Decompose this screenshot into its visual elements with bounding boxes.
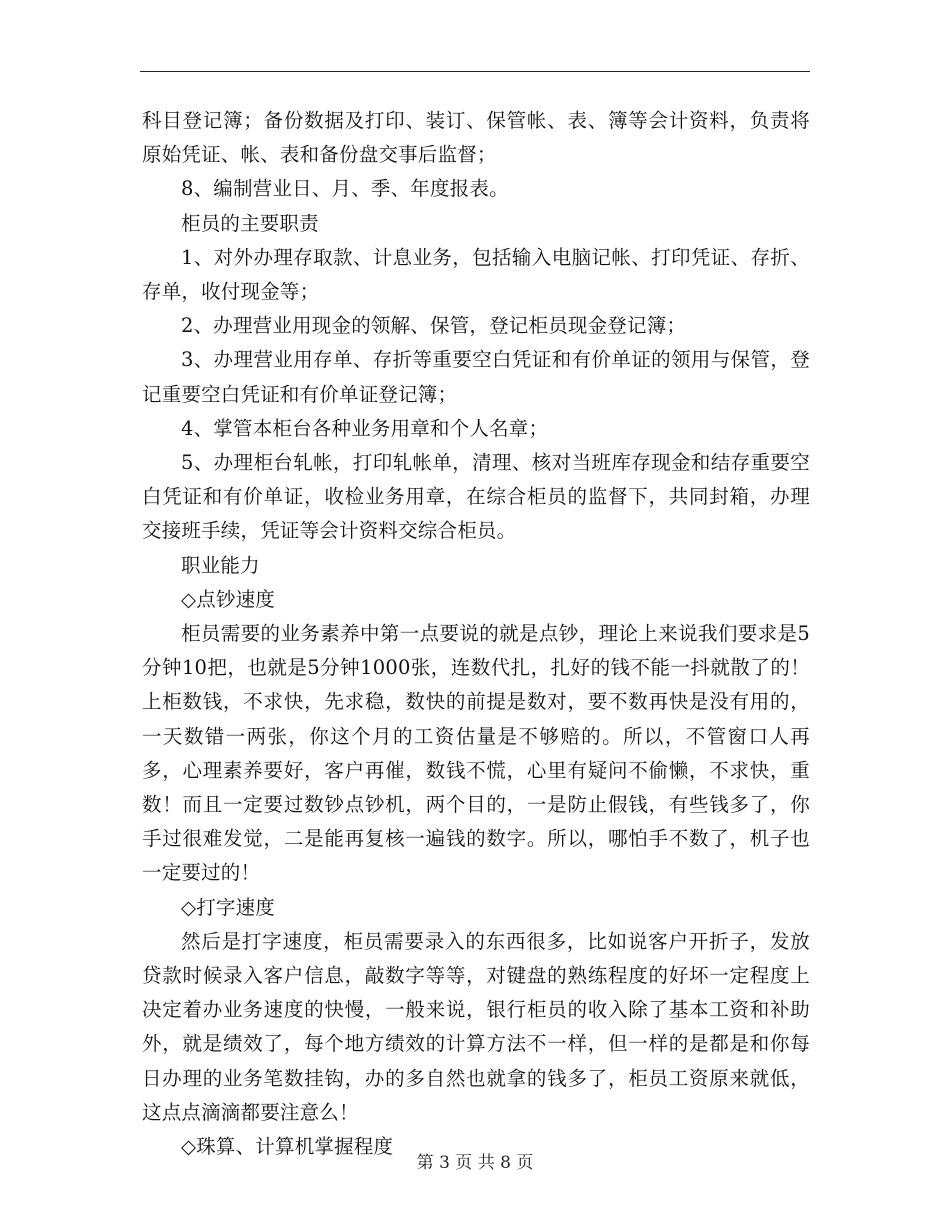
paragraph: 然后是打字速度，柜员需要录入的东西很多，比如说客户开折子，发放贷款时候录入客户信息，敲数字等等，对键盘的熟练程度的好坏一定程度上决定着办业务速度的快慢，一般来说，银行柜员的收入除了基本工资和补助外，就是绩效了，每个地方绩效的计算方法不一样，但一样的是都是和你每日办理的业务笔数挂钩，办的多自然也就拿的钱多了，柜员工资原来就低，这点点滴滴都要注意么！ [142, 929, 810, 1124]
paragraph: 科目登记簿；备份数据及打印、装订、保管帐、表、簿等会计资料，负责将原始凭证、帐、表和备份盘交事后监督； [142, 109, 810, 167]
paragraph: 8、编制营业日、月、季、年度报表。 [181, 177, 509, 201]
paragraph: 5、办理柜台轧帐，打印轧帐单，清理、核对当班库存现金和结存重要空白凭证和有价单证，收检业务用章，在综合柜员的监督下，共同封箱，办理交接班手续，凭证等会计资料交综合柜员。 [142, 451, 810, 543]
paragraph: 3、办理营业用存单、存折等重要空白凭证和有价单证的领用与保管，登记重要空白凭证和有价单证登记簿； [142, 348, 810, 406]
paragraph: 4、掌管本柜台各种业务用章和个人名章； [181, 416, 549, 440]
body-text [142, 104, 810, 1164]
paragraph: 2、办理营业用现金的领解、保管，登记柜员现金登记簿； [181, 314, 687, 338]
section-heading: 柜员的主要职责 [181, 211, 319, 235]
subsection-heading: ◇打字速度 [181, 895, 275, 919]
page-number-footer: 第 3 页 共 8 页 [416, 1153, 534, 1173]
subsection-heading: ◇点钞速度 [181, 587, 275, 611]
paragraph: 1、对外办理存取款、计息业务，包括输入电脑记帐、打印凭证、存折、存单，收付现金等； [142, 245, 810, 304]
subsection-heading: ◇珠算、计算机掌握程度 [181, 1135, 394, 1159]
paragraph: 柜员需要的业务素养中第一点要说的就是点钞，理论上来说我们要求是5分钟10把，也就是5分钟1000张，连数代扎，扎好的钱不能一抖就散了的！上柜数钱，不求快，先求稳，数快的前提是数对，要不数再快是没有用的，一天数错一两张，你这个月的工资估量是不够赔的。所以，不管窗口人再多，心理素养要好，客户再催，数钱不慌，心里有疑问不偷懒，不求快，重数！而且一定要过数钞点钞机，两个目的，一是防止假钱，有些钱多了，你手过很难发觉，二是能再复核一遍钱的数字。所以，哪怕手不数了，机子也一定要过的！ [142, 622, 810, 885]
header-rule [140, 71, 810, 72]
section-heading: 职业能力 [181, 553, 260, 577]
